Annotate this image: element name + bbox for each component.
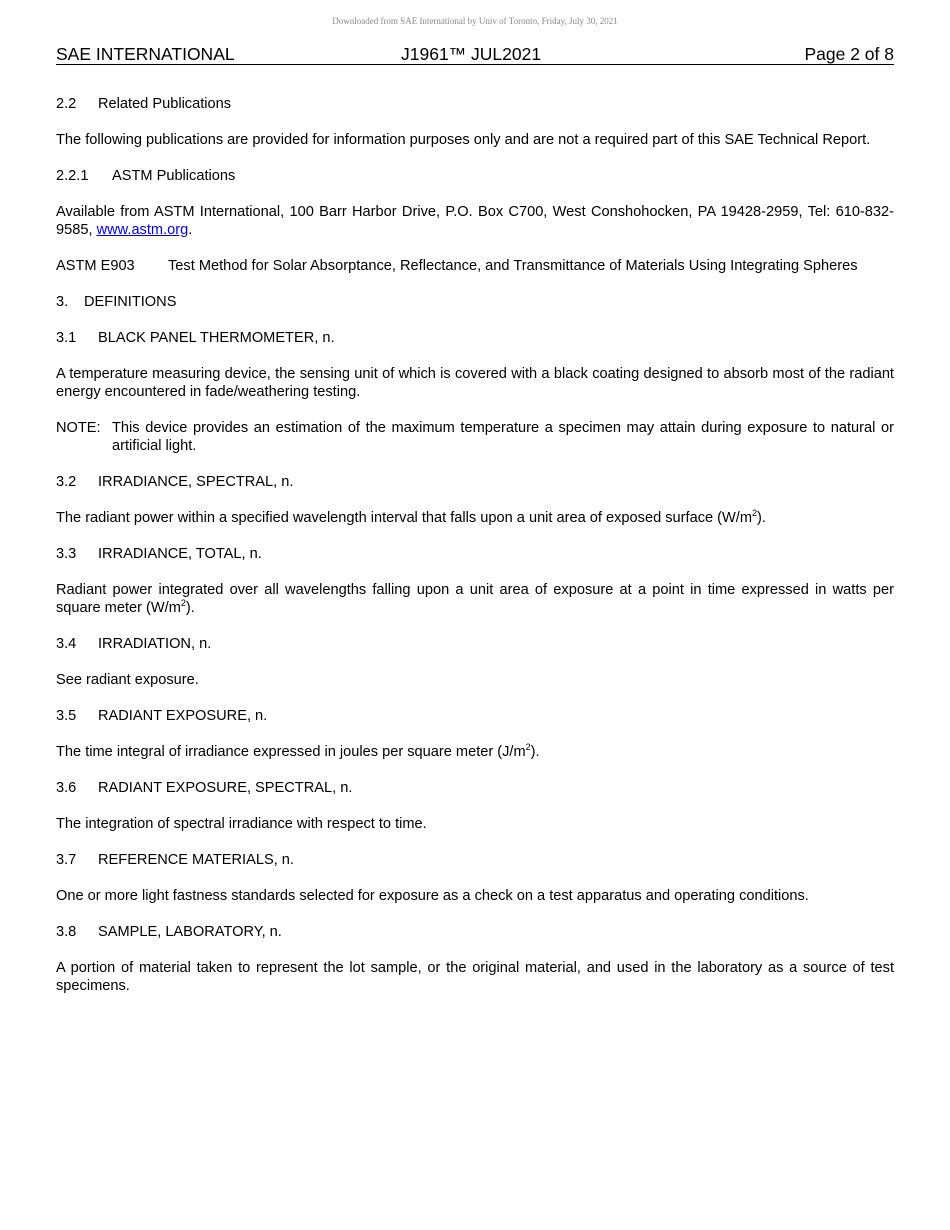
superscript: 2 <box>525 742 531 753</box>
section-number: 2.2 <box>56 96 77 112</box>
section-3-1-heading <box>56 329 894 347</box>
section-3-heading <box>56 293 894 311</box>
superscript: 2 <box>180 598 186 609</box>
section-3-4-heading <box>56 635 894 653</box>
section-number: 3. <box>56 294 69 310</box>
section-title: IRRADIANCE, TOTAL, n. <box>98 546 262 562</box>
section-title: Related Publications <box>98 96 232 112</box>
superscript: 2 <box>752 508 758 519</box>
section-number: 3.5 <box>56 708 77 724</box>
note-text: This device provides an estimation of the maximum temperature a specimen may attain during exposure to natural or artificial light. <box>112 420 894 454</box>
section-2-2-heading <box>56 95 894 113</box>
section-number: 3.4 <box>56 636 77 652</box>
download-watermark: Downloaded from SAE International by Univ of Toronto, Friday, July 30, 2021 <box>332 16 618 26</box>
section-number: 3.3 <box>56 546 77 562</box>
astm-address-text: Available from ASTM International, 100 Barr Harbor Drive, P.O. Box C700, West Conshohocken, PA 19428-2959, Tel: 610-832-9585, <box>56 204 894 238</box>
reference-title: Test Method for Solar Absorptance, Reflectance, and Transmittance of Materials Using Integrating Spheres <box>168 258 858 274</box>
document-body <box>56 95 894 1013</box>
definition-text: Radiant power integrated over all wavelengths falling upon a unit area of exposure at a point in time expressed in watts per square meter (W/m <box>56 582 894 616</box>
section-3-4-body: See radiant exposure. <box>56 672 199 688</box>
section-3-6-body: The integration of spectral irradiance with respect to time. <box>56 816 427 832</box>
definition-text-end: ). <box>530 744 540 760</box>
definition-text: The radiant power within a specified wavelength interval that falls upon a unit area of exposed surface (W/m <box>56 510 753 526</box>
section-title: SAMPLE, LABORATORY, n. <box>98 924 282 940</box>
definition-text: The time integral of irradiance expressed in joules per square meter (J/m <box>56 744 526 760</box>
section-title: DEFINITIONS <box>84 294 177 310</box>
section-number: 3.6 <box>56 780 77 796</box>
header-page-number: Page 2 of 8 <box>804 44 894 64</box>
section-number: 3.1 <box>56 330 77 346</box>
section-title: IRRADIANCE, SPECTRAL, n. <box>98 474 294 490</box>
section-title: RADIANT EXPOSURE, SPECTRAL, n. <box>98 780 353 796</box>
section-2-2-1-body <box>56 203 894 239</box>
section-3-5-heading <box>56 707 894 725</box>
section-number: 3.2 <box>56 474 77 490</box>
section-3-2-heading <box>56 473 894 491</box>
section-3-7-body: One or more light fastness standards selected for exposure as a check on a test apparatus and operating conditions. <box>56 888 809 904</box>
section-2-2-1-heading <box>56 167 894 185</box>
section-3-1-body: A temperature measuring device, the sensing unit of which is covered with a black coating designed to absorb most of the radiant energy encountered in fade/weathering testing. <box>56 366 894 400</box>
note-label: NOTE: <box>56 420 101 436</box>
section-3-2-body <box>56 509 894 527</box>
section-2-2-body: The following publications are provided for information purposes only and are not a required part of this SAE Technical Report. <box>56 132 871 148</box>
definition-text-end: ). <box>757 510 766 526</box>
astm-address-end: . <box>188 222 193 238</box>
section-3-8-body: A portion of material taken to represent the lot sample, or the original material, and used in the laboratory as a source of test specimens. <box>56 960 894 994</box>
header-doc-id: J1961™ JUL2021 <box>401 44 542 64</box>
section-3-6-heading <box>56 779 894 797</box>
page-header <box>56 44 894 65</box>
section-3-1-note <box>56 419 894 455</box>
definition-text-end: ). <box>185 600 195 616</box>
section-3-7-heading <box>56 851 894 869</box>
section-number: 2.2.1 <box>56 168 89 184</box>
section-title: BLACK PANEL THERMOMETER, n. <box>98 330 335 346</box>
section-3-3-heading <box>56 545 894 563</box>
section-3-5-body <box>56 743 894 761</box>
section-title: RADIANT EXPOSURE, n. <box>98 708 268 724</box>
section-3-8-heading <box>56 923 894 941</box>
reference-id: ASTM E903 <box>56 258 135 274</box>
section-title: IRRADIATION, n. <box>98 636 212 652</box>
header-org: SAE INTERNATIONAL <box>56 44 235 64</box>
astm-website-link[interactable]: www.astm.org <box>96 222 189 238</box>
section-number: 3.7 <box>56 852 77 868</box>
section-3-3-body <box>56 581 894 617</box>
section-number: 3.8 <box>56 924 77 940</box>
section-title: ASTM Publications <box>112 168 236 184</box>
section-title: REFERENCE MATERIALS, n. <box>98 852 294 868</box>
reference-astm-e903 <box>56 257 894 275</box>
